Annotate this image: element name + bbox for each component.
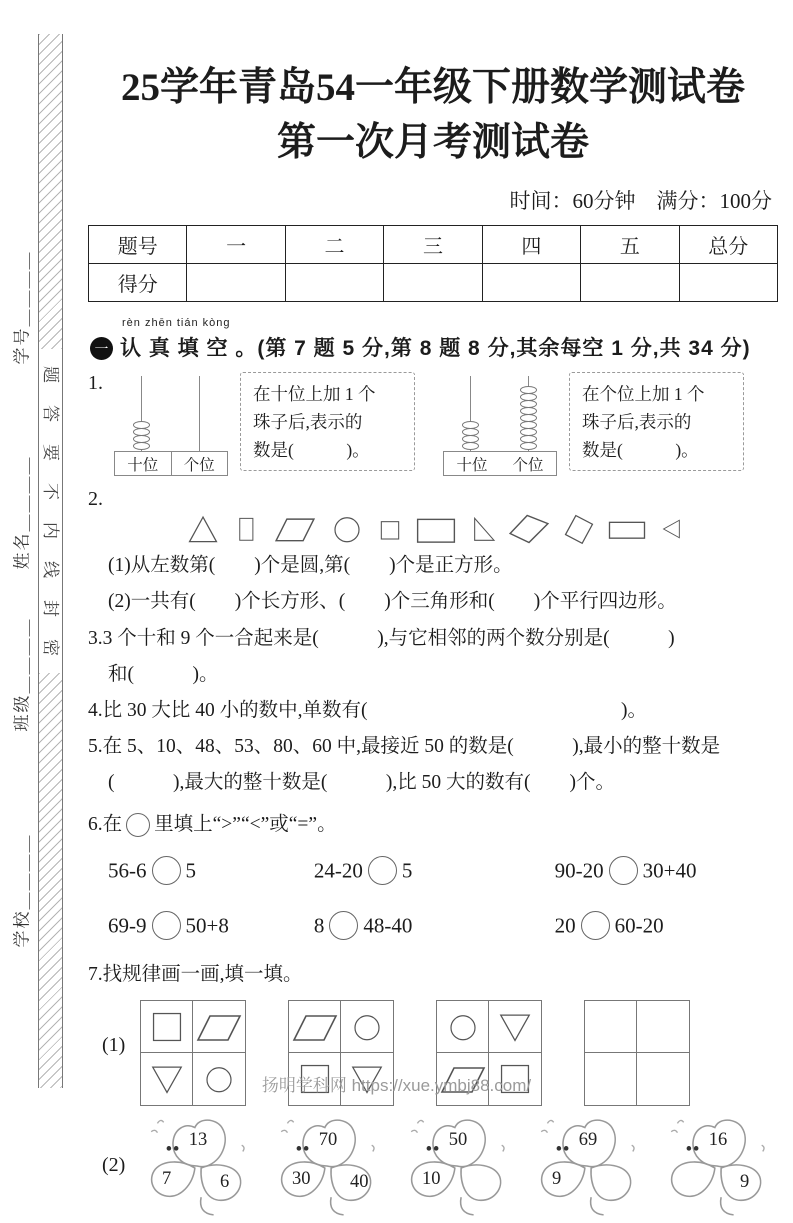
expression-left: 90-20 xyxy=(554,858,604,883)
abacus-base-labels xyxy=(114,451,228,476)
question-1-right-prompt xyxy=(569,372,744,471)
expression-right: 5 xyxy=(401,858,413,883)
parallelogram-shape-icon xyxy=(194,1007,244,1047)
page-title-line1: 25学年青岛54一年级下册数学测试卷 xyxy=(120,66,745,109)
expression-right: 5 xyxy=(185,858,196,883)
section1-title-text: 认 真 填 空 。 xyxy=(120,337,258,361)
compare-circle-blank[interactable] xyxy=(152,856,181,885)
abacus-bead xyxy=(520,407,537,415)
parallelogram-shape-icon xyxy=(290,1007,340,1047)
prompt-line: 在十位上加 1 个 xyxy=(253,384,376,405)
question-5-line2: ( ),最大的整十数是( ),比 50 大的数有( )个。 xyxy=(108,772,615,794)
circle-shape-icon xyxy=(349,1007,385,1047)
abacus-bead xyxy=(462,421,479,429)
grid-cell xyxy=(289,1001,341,1053)
expression-right: 50+8 xyxy=(185,913,229,938)
rect-tilted-shape-icon xyxy=(560,511,598,547)
abacus-rod xyxy=(199,376,200,451)
clover-top-number: 69 xyxy=(578,1130,598,1151)
triangle-shape-icon xyxy=(184,511,222,547)
place-value-abacus-right xyxy=(441,376,559,476)
abacus-bead xyxy=(133,428,150,436)
abacus-base-labels xyxy=(443,451,557,476)
compare-item xyxy=(555,856,778,889)
abacus-bead xyxy=(462,435,479,443)
square-shape-icon xyxy=(148,1007,186,1047)
clover-right-number[interactable]: 40 xyxy=(350,1172,369,1193)
student-number-label: 学号＿＿＿＿ xyxy=(12,250,32,365)
seal-char: 要 xyxy=(41,444,60,461)
compare-item xyxy=(314,856,555,889)
part2-label: (2) xyxy=(102,1154,126,1177)
prompt-line: 在个位上加 1 个 xyxy=(582,384,705,405)
clover-top-number: 50 xyxy=(448,1130,468,1151)
question-6-title-post: 里填上“>”“<”或“=”。 xyxy=(154,814,337,836)
grid-cell xyxy=(341,1001,393,1053)
seal-char: 线 xyxy=(41,561,60,578)
seal-band-chars xyxy=(42,349,59,673)
score-header-cell: 总分 xyxy=(679,226,777,264)
grid-cell xyxy=(141,1001,193,1053)
question-2-number: 2. xyxy=(88,488,103,511)
part1-label: (1) xyxy=(102,1034,126,1057)
clover-top-number: 16 xyxy=(708,1130,728,1151)
triangle-down-shape-icon xyxy=(496,1007,534,1047)
parallelogram-shape-icon xyxy=(270,511,320,547)
abacus-bead xyxy=(520,414,537,422)
student-name-label: 姓名＿＿＿＿ xyxy=(12,455,32,570)
score-header-cell: 五 xyxy=(581,226,679,264)
abacus-bead xyxy=(133,421,150,429)
section1-note: (第 7 题 5 分,第 8 题 8 分,其余每空 1 分,共 34 分) xyxy=(257,337,751,361)
expression-left: 69-9 xyxy=(108,913,147,938)
class-label: 班级＿＿＿＿ xyxy=(12,617,32,732)
section1-title xyxy=(120,317,751,362)
square-small-shape-icon xyxy=(374,511,406,547)
question-5-line1: 5.在 5、10、48、53、80、60 中,最接近 50 的数是( ),最小的整十数是 xyxy=(88,735,721,757)
seal-char: 封 xyxy=(41,600,60,617)
question-1 xyxy=(88,372,778,476)
compare-item xyxy=(555,911,778,944)
clover-right-number[interactable]: 6 xyxy=(220,1172,230,1193)
abacus-bead xyxy=(520,435,537,443)
diamond-shape-icon xyxy=(507,511,551,547)
tens-place-label: 十位 xyxy=(456,456,488,474)
expression-right: 30+40 xyxy=(642,858,697,883)
paper-body xyxy=(88,0,778,1218)
clover-right-number: 9 xyxy=(740,1172,750,1193)
clover-left-number: 9 xyxy=(552,1169,562,1190)
rect-tall-shape-icon xyxy=(231,511,261,547)
abacus-bead xyxy=(520,400,537,408)
score-blank-cell xyxy=(384,264,482,302)
score-header-cell: 一 xyxy=(187,226,285,264)
clover-figure xyxy=(530,1114,646,1218)
clover-left-number: 7 xyxy=(162,1169,172,1190)
score-blank-cell xyxy=(285,264,383,302)
triangle-left-shape-icon xyxy=(656,511,684,547)
abacus-bead xyxy=(520,428,537,436)
place-value-abacus-left xyxy=(112,376,230,476)
compare-circle-blank[interactable] xyxy=(609,856,638,885)
rect-shape-icon xyxy=(415,511,457,547)
expression-left: 56-6 xyxy=(108,858,147,883)
rect-wide-shape-icon xyxy=(607,511,647,547)
expression-left: 24-20 xyxy=(313,858,363,883)
question-7-title: 7.找规律画一画,填一填。 xyxy=(88,964,303,986)
question-6-row1 xyxy=(108,856,778,889)
ones-place-label: 个位 xyxy=(183,456,215,474)
question-2-line1: (1)从左数第( )个是圆,第( )个是正方形。 xyxy=(108,555,513,577)
abacus-bead xyxy=(462,428,479,436)
school-label: 学校＿＿＿＿ xyxy=(12,833,32,948)
clover-left-number: 30 xyxy=(292,1169,311,1190)
tens-place-label: 十位 xyxy=(115,452,172,475)
question-2-line2: (2)一共有( )个长方形、( )个三角形和( )个平行四边形。 xyxy=(108,591,677,613)
question-4-line1: 4.比 30 大比 40 小的数中,单数有( )。 xyxy=(88,699,647,721)
score-header-cell: 三 xyxy=(384,226,482,264)
footer xyxy=(0,1071,793,1096)
expression-right: 60-20 xyxy=(614,913,664,938)
seal-hatch-bottom xyxy=(39,673,62,1088)
score-header-cell: 二 xyxy=(285,226,383,264)
grid-cell-empty[interactable] xyxy=(585,1001,637,1053)
clover-top-number: 70 xyxy=(318,1130,338,1151)
score-table-score-row xyxy=(89,264,778,302)
score-blank-cell xyxy=(679,264,777,302)
clover-left-number: 10 xyxy=(422,1169,441,1190)
circle-shape-icon xyxy=(445,1007,481,1047)
score-table xyxy=(88,225,778,302)
clover-figure xyxy=(270,1114,386,1218)
question-3-line1: 3.3 个十和 9 个一合起来是( ),与它相邻的两个数分别是( ) xyxy=(88,627,675,649)
compare-item xyxy=(314,911,555,944)
score-blank-cell xyxy=(187,264,285,302)
question-1-number: 1. xyxy=(88,372,103,395)
section1-header xyxy=(88,317,778,362)
abacus-bead xyxy=(133,435,150,443)
abacus-bead xyxy=(520,442,537,450)
abacus-bead xyxy=(520,386,537,394)
compare-circle-blank[interactable] xyxy=(368,856,397,885)
footer-link[interactable]: 扬明学科网 https://xue.ymbj88.com/ xyxy=(261,1076,532,1095)
clovers-row xyxy=(140,1114,776,1218)
clover-top-number: 13 xyxy=(188,1130,208,1151)
page-title-line2: 第一次月考测试卷 xyxy=(276,120,589,164)
right-triangle-shape-icon xyxy=(466,511,498,547)
expression-left: 20 xyxy=(554,913,576,938)
circle-shape-icon xyxy=(329,511,365,547)
grid-cell xyxy=(437,1001,489,1053)
prompt-line: 珠子后,表示的 xyxy=(253,412,363,433)
grid-cell xyxy=(489,1001,541,1053)
time-score-info: 时间：60分钟 满分：100分 xyxy=(509,189,772,214)
question-3-line2: 和( )。 xyxy=(108,663,219,685)
seal-line-band xyxy=(38,34,63,1088)
score-blank-cell xyxy=(581,264,679,302)
question-6-title-pre: 6.在 xyxy=(88,814,123,836)
score-header-cell: 题号 xyxy=(89,226,187,264)
compare-item xyxy=(108,911,314,944)
clover-figure xyxy=(400,1114,516,1218)
abacus-bead xyxy=(520,393,537,401)
compare-circle-blank[interactable] xyxy=(152,911,181,940)
compare-item xyxy=(108,856,314,889)
score-header-cell: 四 xyxy=(482,226,580,264)
question-1-left-prompt xyxy=(240,372,415,471)
grid-cell xyxy=(193,1001,245,1053)
score-row-label: 得分 xyxy=(89,264,187,302)
section-number-badge-icon: 一 xyxy=(90,337,113,360)
seal-char: 密 xyxy=(41,639,60,656)
expression-left: 8 xyxy=(313,913,325,938)
question-2 xyxy=(88,488,778,511)
grid-cell-empty[interactable] xyxy=(637,1001,689,1053)
seal-char: 不 xyxy=(41,483,60,500)
expression-right: 48-40 xyxy=(363,913,413,938)
question-2-shape-row xyxy=(184,511,778,547)
compare-circle-blank[interactable] xyxy=(581,911,610,940)
compare-circle-icon xyxy=(126,813,150,837)
abacus-bead xyxy=(462,442,479,450)
section1-pinyin: rèn zhēn tián kòng xyxy=(122,317,231,330)
clover-figure xyxy=(140,1114,256,1218)
clover-figure xyxy=(660,1114,776,1218)
question-7-part2 xyxy=(102,1114,778,1218)
abacus-bead xyxy=(133,442,150,450)
ones-place-label: 个位 xyxy=(512,456,544,474)
score-table-header-row xyxy=(89,226,778,264)
prompt-line: 数是( )。 xyxy=(253,440,370,461)
prompt-line: 珠子后,表示的 xyxy=(582,412,692,433)
compare-circle-blank[interactable] xyxy=(329,911,358,940)
score-blank-cell xyxy=(482,264,580,302)
seal-char: 题 xyxy=(41,366,60,383)
question-6-row2 xyxy=(108,911,778,944)
seal-char: 答 xyxy=(41,405,60,422)
abacus-bead xyxy=(520,421,537,429)
prompt-line: 数是( )。 xyxy=(582,440,699,461)
seal-hatch-top xyxy=(39,34,62,349)
question-6-title xyxy=(88,808,778,842)
seal-char: 内 xyxy=(41,522,60,539)
